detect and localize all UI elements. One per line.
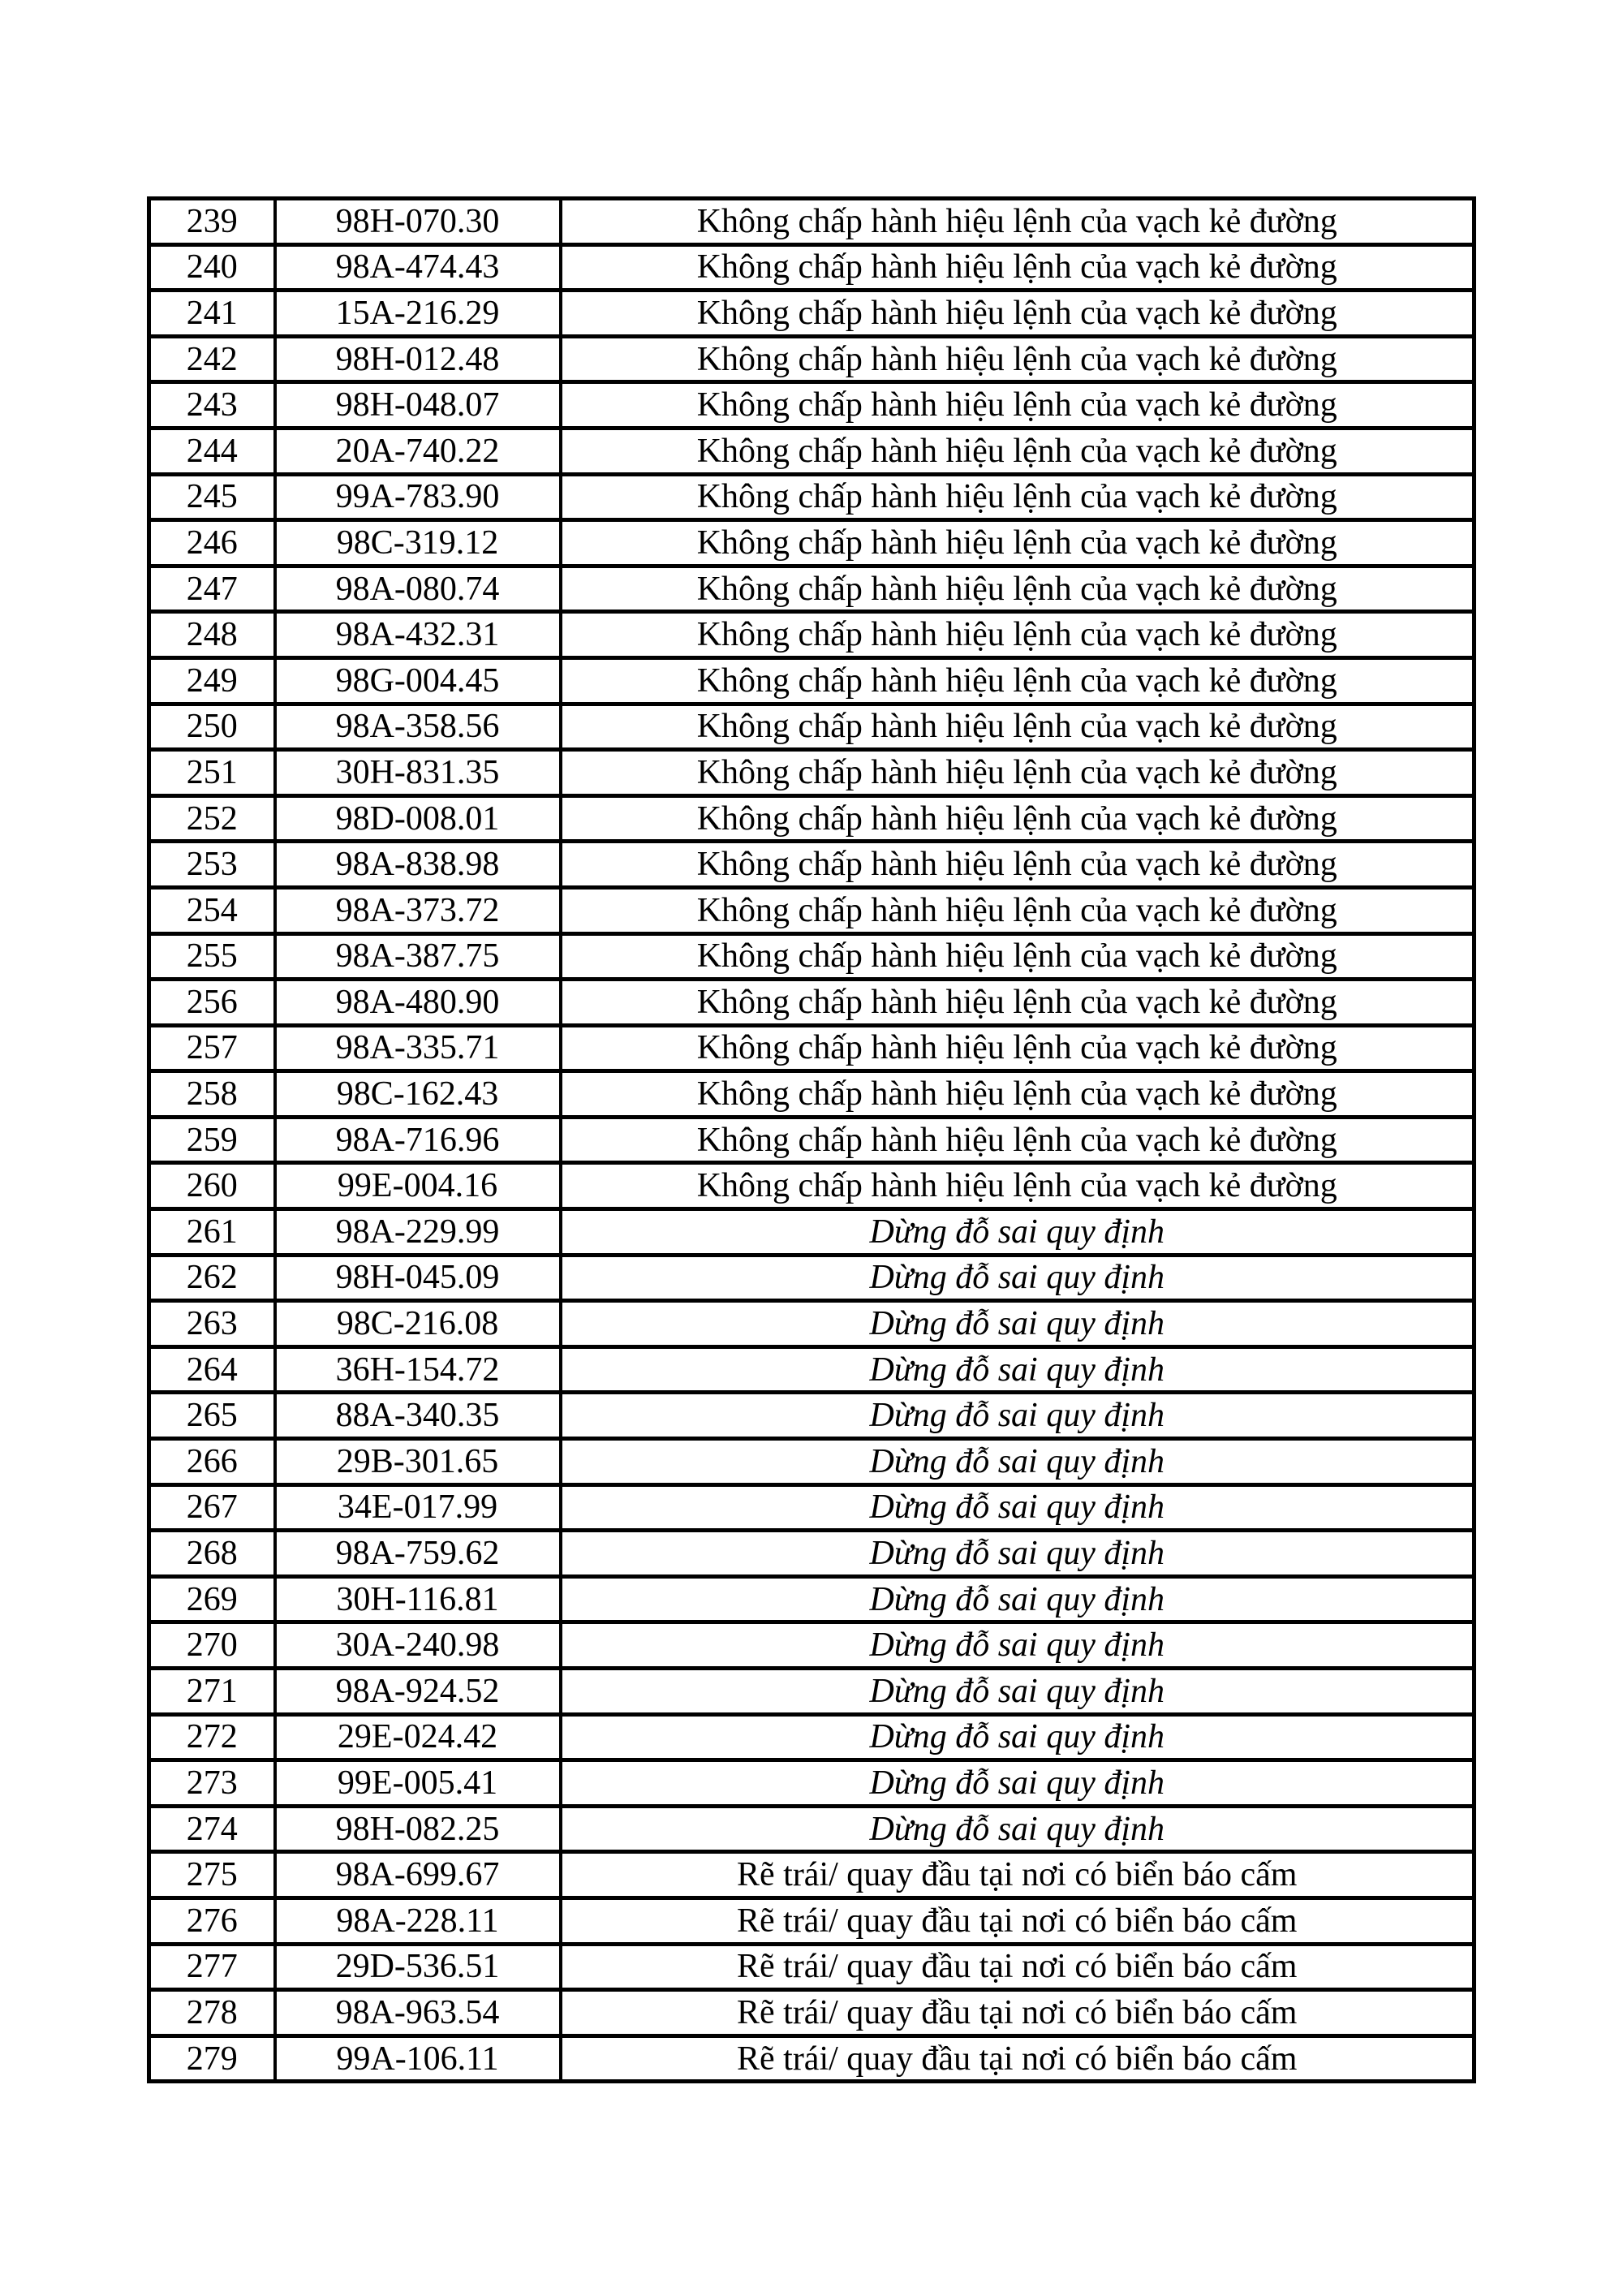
violation-cell: Không chấp hành hiệu lệnh của vạch kẻ đường	[561, 980, 1474, 1026]
violation-cell: Không chấp hành hiệu lệnh của vạch kẻ đường	[561, 1025, 1474, 1071]
row-index-cell: 268	[149, 1531, 275, 1577]
violation-cell: Dừng đỗ sai quy định	[561, 1346, 1474, 1393]
plate-number-cell: 98A-387.75	[275, 933, 561, 980]
plate-number-cell: 98C-162.43	[275, 1071, 561, 1118]
violation-cell: Dừng đỗ sai quy định	[561, 1301, 1474, 1347]
row-index-cell: 257	[149, 1025, 275, 1071]
plate-number-cell: 88A-340.35	[275, 1393, 561, 1439]
plate-number-cell: 15A-216.29	[275, 291, 561, 337]
table-row	[149, 1669, 1474, 1715]
row-index-cell: 251	[149, 750, 275, 796]
row-index-cell: 244	[149, 428, 275, 474]
row-index-cell: 241	[149, 291, 275, 337]
violation-cell: Dừng đỗ sai quy định	[561, 1531, 1474, 1577]
row-index-cell: 278	[149, 1990, 275, 2036]
table-row	[149, 2035, 1474, 2082]
plate-number-cell: 29E-024.42	[275, 1714, 561, 1760]
violation-cell: Không chấp hành hiệu lệnh của vạch kẻ đường	[561, 842, 1474, 888]
table-row	[149, 1071, 1474, 1118]
plate-number-cell: 30H-831.35	[275, 750, 561, 796]
row-index-cell: 240	[149, 244, 275, 291]
row-index-cell: 260	[149, 1163, 275, 1209]
table-row	[149, 1806, 1474, 1852]
plate-number-cell: 98C-216.08	[275, 1301, 561, 1347]
table-row	[149, 474, 1474, 520]
table-row	[149, 382, 1474, 429]
plate-number-cell: 98A-759.62	[275, 1531, 561, 1577]
violation-cell: Dừng đỗ sai quy định	[561, 1576, 1474, 1622]
violation-cell: Không chấp hành hiệu lệnh của vạch kẻ đường	[561, 1117, 1474, 1163]
violation-cell: Không chấp hành hiệu lệnh của vạch kẻ đường	[561, 795, 1474, 842]
plate-number-cell: 98H-082.25	[275, 1806, 561, 1852]
table-row	[149, 1439, 1474, 1485]
row-index-cell: 279	[149, 2035, 275, 2082]
table-row	[149, 704, 1474, 750]
row-index-cell: 267	[149, 1484, 275, 1531]
table-row	[149, 1346, 1474, 1393]
table-row	[149, 1622, 1474, 1669]
row-index-cell: 258	[149, 1071, 275, 1118]
row-index-cell: 256	[149, 980, 275, 1026]
plate-number-cell: 29B-301.65	[275, 1439, 561, 1485]
table-row	[149, 1944, 1474, 1990]
table-row	[149, 566, 1474, 612]
table-row	[149, 428, 1474, 474]
violation-cell: Không chấp hành hiệu lệnh của vạch kẻ đường	[561, 336, 1474, 382]
table-row	[149, 1990, 1474, 2036]
violation-table-body	[149, 199, 1474, 2082]
violation-cell: Không chấp hành hiệu lệnh của vạch kẻ đường	[561, 887, 1474, 933]
violation-cell: Dừng đỗ sai quy định	[561, 1393, 1474, 1439]
table-row	[149, 244, 1474, 291]
plate-number-cell: 99E-004.16	[275, 1163, 561, 1209]
row-index-cell: 275	[149, 1852, 275, 1898]
plate-number-cell: 98A-228.11	[275, 1898, 561, 1944]
plate-number-cell: 98H-070.30	[275, 199, 561, 245]
violation-cell: Dừng đỗ sai quy định	[561, 1255, 1474, 1301]
plate-number-cell: 98H-045.09	[275, 1255, 561, 1301]
plate-number-cell: 98A-480.90	[275, 980, 561, 1026]
table-row	[149, 520, 1474, 566]
table-row	[149, 336, 1474, 382]
row-index-cell: 252	[149, 795, 275, 842]
row-index-cell: 253	[149, 842, 275, 888]
row-index-cell: 273	[149, 1760, 275, 1807]
plate-number-cell: 99E-005.41	[275, 1760, 561, 1807]
plate-number-cell: 98C-319.12	[275, 520, 561, 566]
row-index-cell: 249	[149, 657, 275, 704]
violation-cell: Không chấp hành hiệu lệnh của vạch kẻ đường	[561, 520, 1474, 566]
table-row	[149, 933, 1474, 980]
row-index-cell: 248	[149, 612, 275, 658]
violation-cell: Rẽ trái/ quay đầu tại nơi có biển báo cấm	[561, 1944, 1474, 1990]
violation-cell: Dừng đỗ sai quy định	[561, 1806, 1474, 1852]
violation-cell: Không chấp hành hiệu lệnh của vạch kẻ đường	[561, 474, 1474, 520]
violation-cell: Không chấp hành hiệu lệnh của vạch kẻ đường	[561, 291, 1474, 337]
row-index-cell: 254	[149, 887, 275, 933]
row-index-cell: 277	[149, 1944, 275, 1990]
violation-cell: Rẽ trái/ quay đầu tại nơi có biển báo cấm	[561, 1990, 1474, 2036]
violation-cell: Không chấp hành hiệu lệnh của vạch kẻ đường	[561, 657, 1474, 704]
table-row	[149, 1117, 1474, 1163]
plate-number-cell: 36H-154.72	[275, 1346, 561, 1393]
violation-cell: Không chấp hành hiệu lệnh của vạch kẻ đường	[561, 1163, 1474, 1209]
row-index-cell: 264	[149, 1346, 275, 1393]
table-row	[149, 750, 1474, 796]
violation-cell: Rẽ trái/ quay đầu tại nơi có biển báo cấm	[561, 1852, 1474, 1898]
table-row	[149, 1209, 1474, 1256]
table-row	[149, 980, 1474, 1026]
plate-number-cell: 98A-080.74	[275, 566, 561, 612]
violation-cell: Không chấp hành hiệu lệnh của vạch kẻ đường	[561, 382, 1474, 429]
plate-number-cell: 98D-008.01	[275, 795, 561, 842]
plate-number-cell: 98H-048.07	[275, 382, 561, 429]
violation-cell: Không chấp hành hiệu lệnh của vạch kẻ đường	[561, 566, 1474, 612]
table-row	[149, 1714, 1474, 1760]
violation-cell: Không chấp hành hiệu lệnh của vạch kẻ đường	[561, 933, 1474, 980]
plate-number-cell: 99A-106.11	[275, 2035, 561, 2082]
table-row	[149, 887, 1474, 933]
plate-number-cell: 98A-358.56	[275, 704, 561, 750]
row-index-cell: 250	[149, 704, 275, 750]
row-index-cell: 266	[149, 1439, 275, 1485]
violation-cell: Dừng đỗ sai quy định	[561, 1669, 1474, 1715]
table-row	[149, 1393, 1474, 1439]
table-row	[149, 1531, 1474, 1577]
table-row	[149, 1025, 1474, 1071]
plate-number-cell: 20A-740.22	[275, 428, 561, 474]
table-row	[149, 657, 1474, 704]
table-row	[149, 291, 1474, 337]
row-index-cell: 276	[149, 1898, 275, 1944]
violation-cell: Dừng đỗ sai quy định	[561, 1209, 1474, 1256]
violation-table	[147, 196, 1476, 2083]
plate-number-cell: 98A-432.31	[275, 612, 561, 658]
violation-cell: Rẽ trái/ quay đầu tại nơi có biển báo cấm	[561, 2035, 1474, 2082]
plate-number-cell: 30A-240.98	[275, 1622, 561, 1669]
table-row	[149, 1255, 1474, 1301]
plate-number-cell: 98A-229.99	[275, 1209, 561, 1256]
plate-number-cell: 98A-963.54	[275, 1990, 561, 2036]
plate-number-cell: 98G-004.45	[275, 657, 561, 704]
row-index-cell: 246	[149, 520, 275, 566]
row-index-cell: 271	[149, 1669, 275, 1715]
plate-number-cell: 98A-699.67	[275, 1852, 561, 1898]
plate-number-cell: 98A-474.43	[275, 244, 561, 291]
table-row	[149, 612, 1474, 658]
violation-cell: Dừng đỗ sai quy định	[561, 1714, 1474, 1760]
plate-number-cell: 98A-335.71	[275, 1025, 561, 1071]
table-row	[149, 1576, 1474, 1622]
row-index-cell: 239	[149, 199, 275, 245]
row-index-cell: 269	[149, 1576, 275, 1622]
violation-cell: Dừng đỗ sai quy định	[561, 1622, 1474, 1669]
row-index-cell: 243	[149, 382, 275, 429]
violation-cell: Không chấp hành hiệu lệnh của vạch kẻ đường	[561, 704, 1474, 750]
plate-number-cell: 98A-838.98	[275, 842, 561, 888]
row-index-cell: 261	[149, 1209, 275, 1256]
row-index-cell: 242	[149, 336, 275, 382]
row-index-cell: 247	[149, 566, 275, 612]
row-index-cell: 262	[149, 1255, 275, 1301]
plate-number-cell: 30H-116.81	[275, 1576, 561, 1622]
row-index-cell: 259	[149, 1117, 275, 1163]
table-row	[149, 1301, 1474, 1347]
table-row	[149, 1484, 1474, 1531]
plate-number-cell: 34E-017.99	[275, 1484, 561, 1531]
row-index-cell: 265	[149, 1393, 275, 1439]
plate-number-cell: 98A-373.72	[275, 887, 561, 933]
violation-cell: Không chấp hành hiệu lệnh của vạch kẻ đường	[561, 1071, 1474, 1118]
table-row	[149, 795, 1474, 842]
plate-number-cell: 98A-924.52	[275, 1669, 561, 1715]
violation-cell: Không chấp hành hiệu lệnh của vạch kẻ đường	[561, 199, 1474, 245]
violation-cell: Dừng đỗ sai quy định	[561, 1484, 1474, 1531]
row-index-cell: 263	[149, 1301, 275, 1347]
violation-cell: Dừng đỗ sai quy định	[561, 1439, 1474, 1485]
violation-cell: Không chấp hành hiệu lệnh của vạch kẻ đường	[561, 612, 1474, 658]
violation-cell: Dừng đỗ sai quy định	[561, 1760, 1474, 1807]
table-row	[149, 1760, 1474, 1807]
violation-cell: Không chấp hành hiệu lệnh của vạch kẻ đường	[561, 750, 1474, 796]
plate-number-cell: 98A-716.96	[275, 1117, 561, 1163]
table-row	[149, 1898, 1474, 1944]
row-index-cell: 255	[149, 933, 275, 980]
table-row	[149, 842, 1474, 888]
violation-cell: Không chấp hành hiệu lệnh của vạch kẻ đường	[561, 428, 1474, 474]
plate-number-cell: 99A-783.90	[275, 474, 561, 520]
row-index-cell: 245	[149, 474, 275, 520]
table-row	[149, 1163, 1474, 1209]
plate-number-cell: 29D-536.51	[275, 1944, 561, 1990]
violation-cell: Rẽ trái/ quay đầu tại nơi có biển báo cấm	[561, 1898, 1474, 1944]
row-index-cell: 272	[149, 1714, 275, 1760]
table-row	[149, 1852, 1474, 1898]
row-index-cell: 270	[149, 1622, 275, 1669]
violation-cell: Không chấp hành hiệu lệnh của vạch kẻ đường	[561, 244, 1474, 291]
table-row	[149, 199, 1474, 245]
plate-number-cell: 98H-012.48	[275, 336, 561, 382]
row-index-cell: 274	[149, 1806, 275, 1852]
